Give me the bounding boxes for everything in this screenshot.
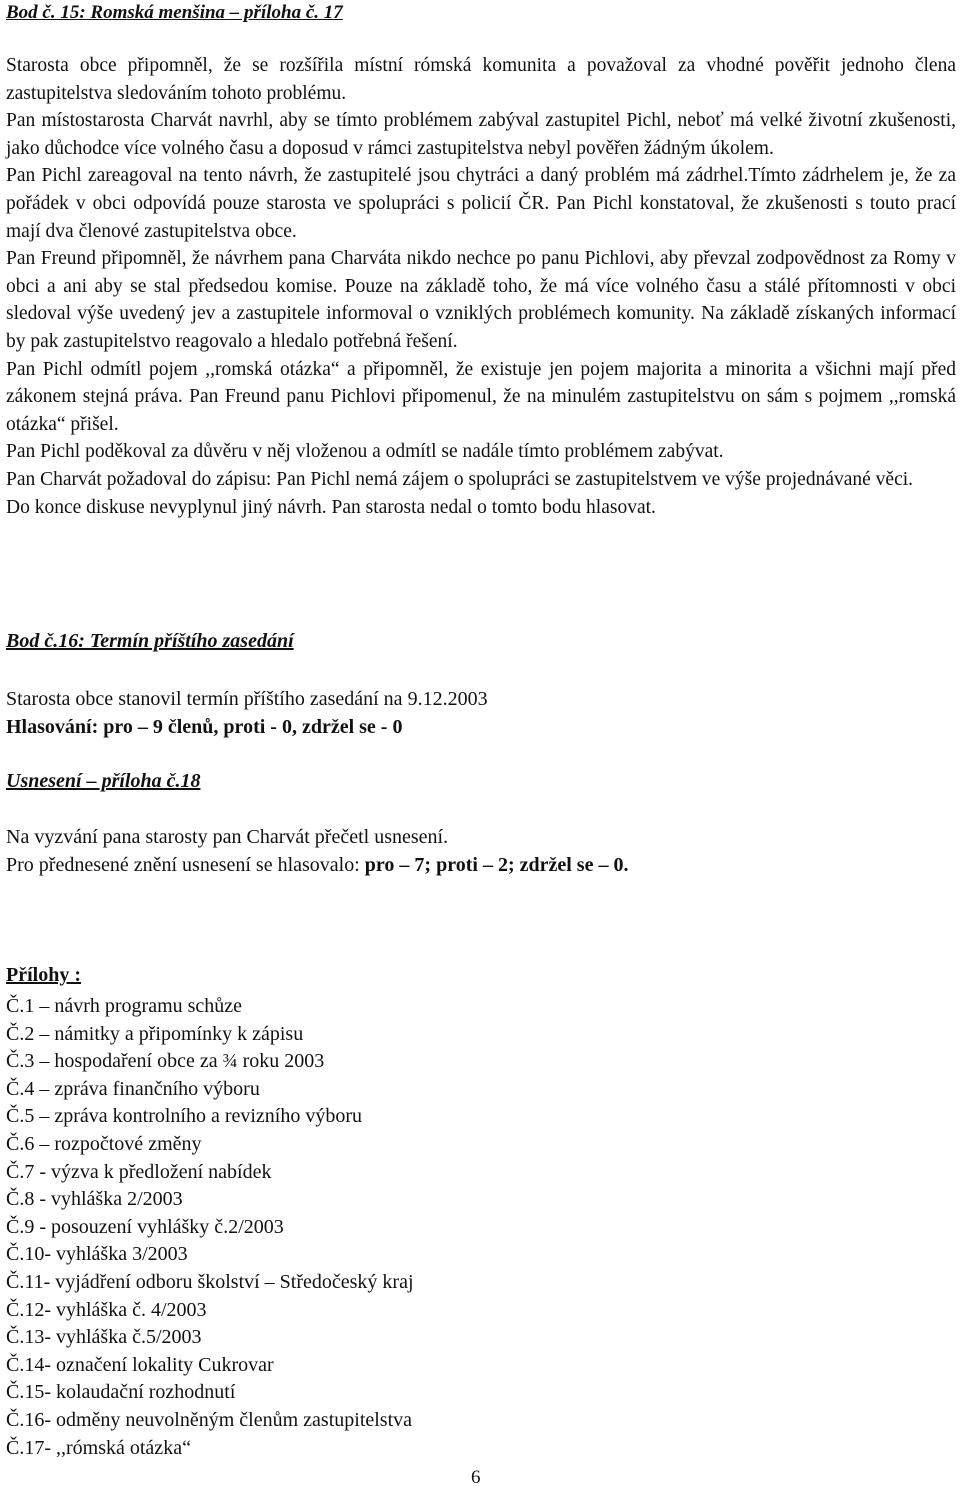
paragraph: Pan Freund připomněl, že návrhem pana Charváta nikdo nechce po panu Pichlovi, aby převzal zodpovědnost za Romy v obci a ani aby se stal předsedou komise. Pouze na základě toho, že má více volného času a stálé přítomnosti v obci sledoval výše uvedený jev a zastupitele informoval o vzniklých problémech komunity. Na základě získaných informací by pak zastupitelstvo reagovalo a hledalo potřebná řešení. (6, 248, 956, 352)
vote-result-16: Hlasování: pro – 9 členů, proti - 0, zdržel se - 0 (6, 716, 403, 738)
resolution-heading: Usnesení – příloha č.18 (6, 770, 201, 792)
paragraph: Pan Pichl zareagoval na tento návrh, že zastupitelé jsou chytráci a daný problém má zádrhel.Tímto zádrhelem je, že za pořádek v obci odpovídá pouze starosta ve spolupráci s policií ČR. Pan Pichl konstatoval, že zkušenosti s touto prací mají dva členové zastupitelstva obce. (6, 165, 956, 242)
attachment-item: Č.2 – námitky a připomínky k zápisu (6, 1022, 304, 1045)
section-heading-16: Bod č.16: Termín příštího zasedání (6, 630, 294, 652)
attachment-item: Č.15- kolaudační rozhodnutí (6, 1381, 236, 1404)
attachment-item: Č.16- odměny neuvolněným členům zastupitelstva (6, 1408, 413, 1431)
attachment-item: Č.1 – návrh programu schůze (6, 995, 243, 1017)
attachment-item: Č.6 – rozpočtové změny (6, 1132, 202, 1155)
attachment-item: Č.12- vyhláška č. 4/2003 (6, 1298, 207, 1321)
resolution-vote-result: pro – 7; proti – 2; zdržel se – 0. (364, 854, 629, 876)
attachments-list (6, 993, 414, 1462)
resolution-vote-prefix: Pro přednesené znění usnesení se hlasovalo: (6, 854, 365, 876)
attachment-item: Č.10- vyhláška 3/2003 (6, 1243, 188, 1266)
attachment-item: Č.17- ,,rómská otázka“ (6, 1436, 191, 1459)
attachment-item: Č.3 – hospodaření obce za ¾ roku 2003 (6, 1050, 325, 1073)
section-15-body (6, 52, 956, 521)
attachment-item: Č.14- označení lokality Cukrovar (6, 1353, 274, 1376)
attachment-item: Č.13- vyhláška č.5/2003 (6, 1326, 202, 1349)
attachment-item: Č.4 – zpráva finančního výboru (6, 1077, 260, 1100)
paragraph: Pan místostarosta Charvát navrhl, aby se tímto problémem zabýval zastupitel Pichl, neboť má velké životní zkušenosti, jako důchodce více volného času a doposud v rámci zastupitelstva nebyl pověřen žádným úkolem. (6, 110, 956, 159)
resolution-vote-line (6, 854, 628, 877)
paragraph: Starosta obce připomněl, že se rozšířila místní rómská komunita a považoval za vhodné pověřit jednoho člena zastupitelstva sledováním tohoto problému. (6, 55, 956, 104)
paragraph: Pan Charvát požadoval do zápisu: Pan Pichl nemá zájem o spolupráci se zastupitelstvem ve výše projednávané věci. (6, 468, 914, 490)
resolution-read-text: Na vyzvání pana starosty pan Charvát přečetl usnesení. (6, 826, 449, 848)
paragraph: Pan Pichl poděkoval za důvěru v něj vloženou a odmítl se nadále tímto problémem zabývat. (6, 441, 724, 463)
attachment-item: Č.8 - vyhláška 2/2003 (6, 1188, 183, 1211)
next-meeting-text: Starosta obce stanovil termín příštího zasedání na 9.12.2003 (6, 688, 488, 710)
attachment-item: Č.5 – zpráva kontrolního a revizního výboru (6, 1105, 363, 1128)
attachment-item: Č.7 - výzva k předložení nabídek (6, 1160, 272, 1183)
paragraph: Pan Pichl odmítl pojem ,,romská otázka“ a připomněl, že existuje jen pojem majorita a minorita a všichni mají před zákonem stejná práva. Pan Freund panu Pichlovi připomenul, že na minulém zastupitelstvu on sám s pojmem ,,romská otázka“ přišel. (6, 358, 956, 435)
section-heading-15: Bod č. 15: Romská menšina – příloha č. 17 (6, 2, 343, 23)
attachment-item: Č.11- vyjádření odboru školství – Středočeský kraj (6, 1270, 414, 1293)
paragraph: Do konce diskuse nevyplynul jiný návrh. Pan starosta nedal o tomto bodu hlasovat. (6, 496, 656, 518)
attachments-heading: Přílohy : (6, 964, 81, 986)
page-number: 6 (471, 1467, 481, 1488)
attachment-item: Č.9 - posouzení vyhlášky č.2/2003 (6, 1215, 284, 1238)
